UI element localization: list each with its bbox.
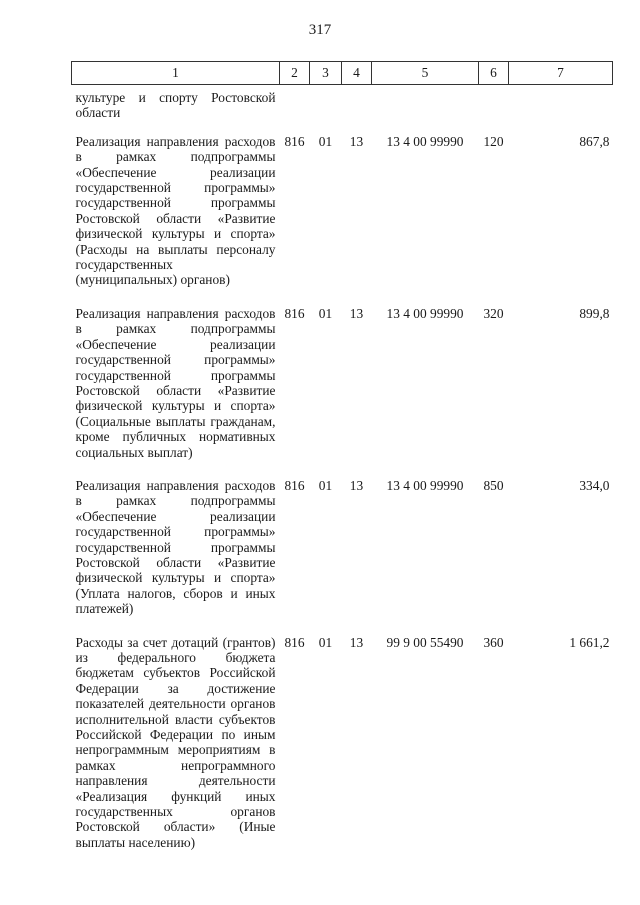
row-ministry-code: 816	[284, 133, 305, 149]
row-target-code: 13 4 00 99990	[386, 133, 464, 149]
row-ministry-code: 816	[284, 634, 305, 650]
table-body	[72, 85, 613, 851]
row-target-code: 13 4 00 99990	[386, 305, 464, 321]
row-ministry-code: 816	[284, 477, 305, 493]
header-col-4: 4	[342, 62, 372, 85]
header-row	[72, 62, 613, 85]
table-row	[72, 288, 613, 460]
table-row	[72, 85, 613, 121]
row-amount: 899,8	[579, 305, 610, 321]
page-number: 317	[308, 22, 332, 38]
row-amount: 1 661,2	[569, 634, 610, 650]
row-subsection-code: 13	[349, 477, 364, 493]
row-ministry-code	[280, 85, 310, 121]
row-amount	[509, 85, 613, 121]
row-section-code	[310, 85, 342, 121]
row-section-code: 01	[318, 634, 333, 650]
row-description: Реализация направления расходов в рамках подпрограммы «Обеспечение реализации государственной программы» государственной программы Ростовской области «Развитие физической культуры и спорта» (Социальные выплаты гражданам, кроме публичных нормативных социальных выплат)	[75, 305, 276, 460]
row-description: культуре и спорту Ростовской области	[75, 90, 276, 121]
budget-table	[71, 61, 613, 850]
header-col-5: 5	[372, 62, 479, 85]
table-row	[72, 121, 613, 288]
row-subsection-code: 13	[349, 133, 364, 149]
row-expense-type-code	[479, 85, 509, 121]
row-subsection-code: 13	[349, 634, 364, 650]
row-target-code: 99 9 00 55490	[386, 634, 464, 650]
header-col-3: 3	[310, 62, 342, 85]
row-section-code: 01	[318, 305, 333, 321]
row-description: Реализация направления расходов в рамках подпрограммы «Обеспечение реализации государственной программы» государственной программы Ростовской области «Развитие физической культуры и спорта» (Расходы на выплаты персоналу государственных (муниципальных) органов)	[75, 133, 276, 288]
row-expense-type-code: 320	[483, 305, 504, 321]
header-col-6: 6	[479, 62, 509, 85]
row-subsection-code	[342, 85, 372, 121]
row-subsection-code: 13	[349, 305, 364, 321]
row-target-code	[372, 85, 479, 121]
header-col-1: 1	[72, 62, 280, 85]
row-section-code: 01	[318, 477, 333, 493]
row-expense-type-code: 360	[483, 634, 504, 650]
row-expense-type-code: 120	[483, 133, 504, 149]
row-section-code: 01	[318, 133, 333, 149]
table-row	[72, 617, 613, 851]
header-col-7: 7	[509, 62, 613, 85]
header-col-2: 2	[280, 62, 310, 85]
row-amount: 334,0	[579, 477, 610, 493]
row-amount: 867,8	[579, 133, 610, 149]
table-row	[72, 460, 613, 617]
row-ministry-code: 816	[284, 305, 305, 321]
row-expense-type-code: 850	[483, 477, 504, 493]
table-header	[72, 62, 613, 85]
row-target-code: 13 4 00 99990	[386, 477, 464, 493]
row-description: Реализация направления расходов в рамках подпрограммы «Обеспечение реализации государственной программы» государственной программы Ростовской области «Развитие физической культуры и спорта» (Уплата налогов, сборов и иных платежей)	[75, 477, 276, 617]
row-description: Расходы за счет дотаций (грантов) из федерального бюджета бюджетам субъектов Российской Федерации за достижение показателей деятельности органов исполнительной власти субъектов Российской Федерации по иным непрограммным мероприятиям в рамках непрограммного направления деятельности «Реализация функций иных государственных органов Ростовской области» (Иные выплаты населению)	[75, 634, 276, 850]
